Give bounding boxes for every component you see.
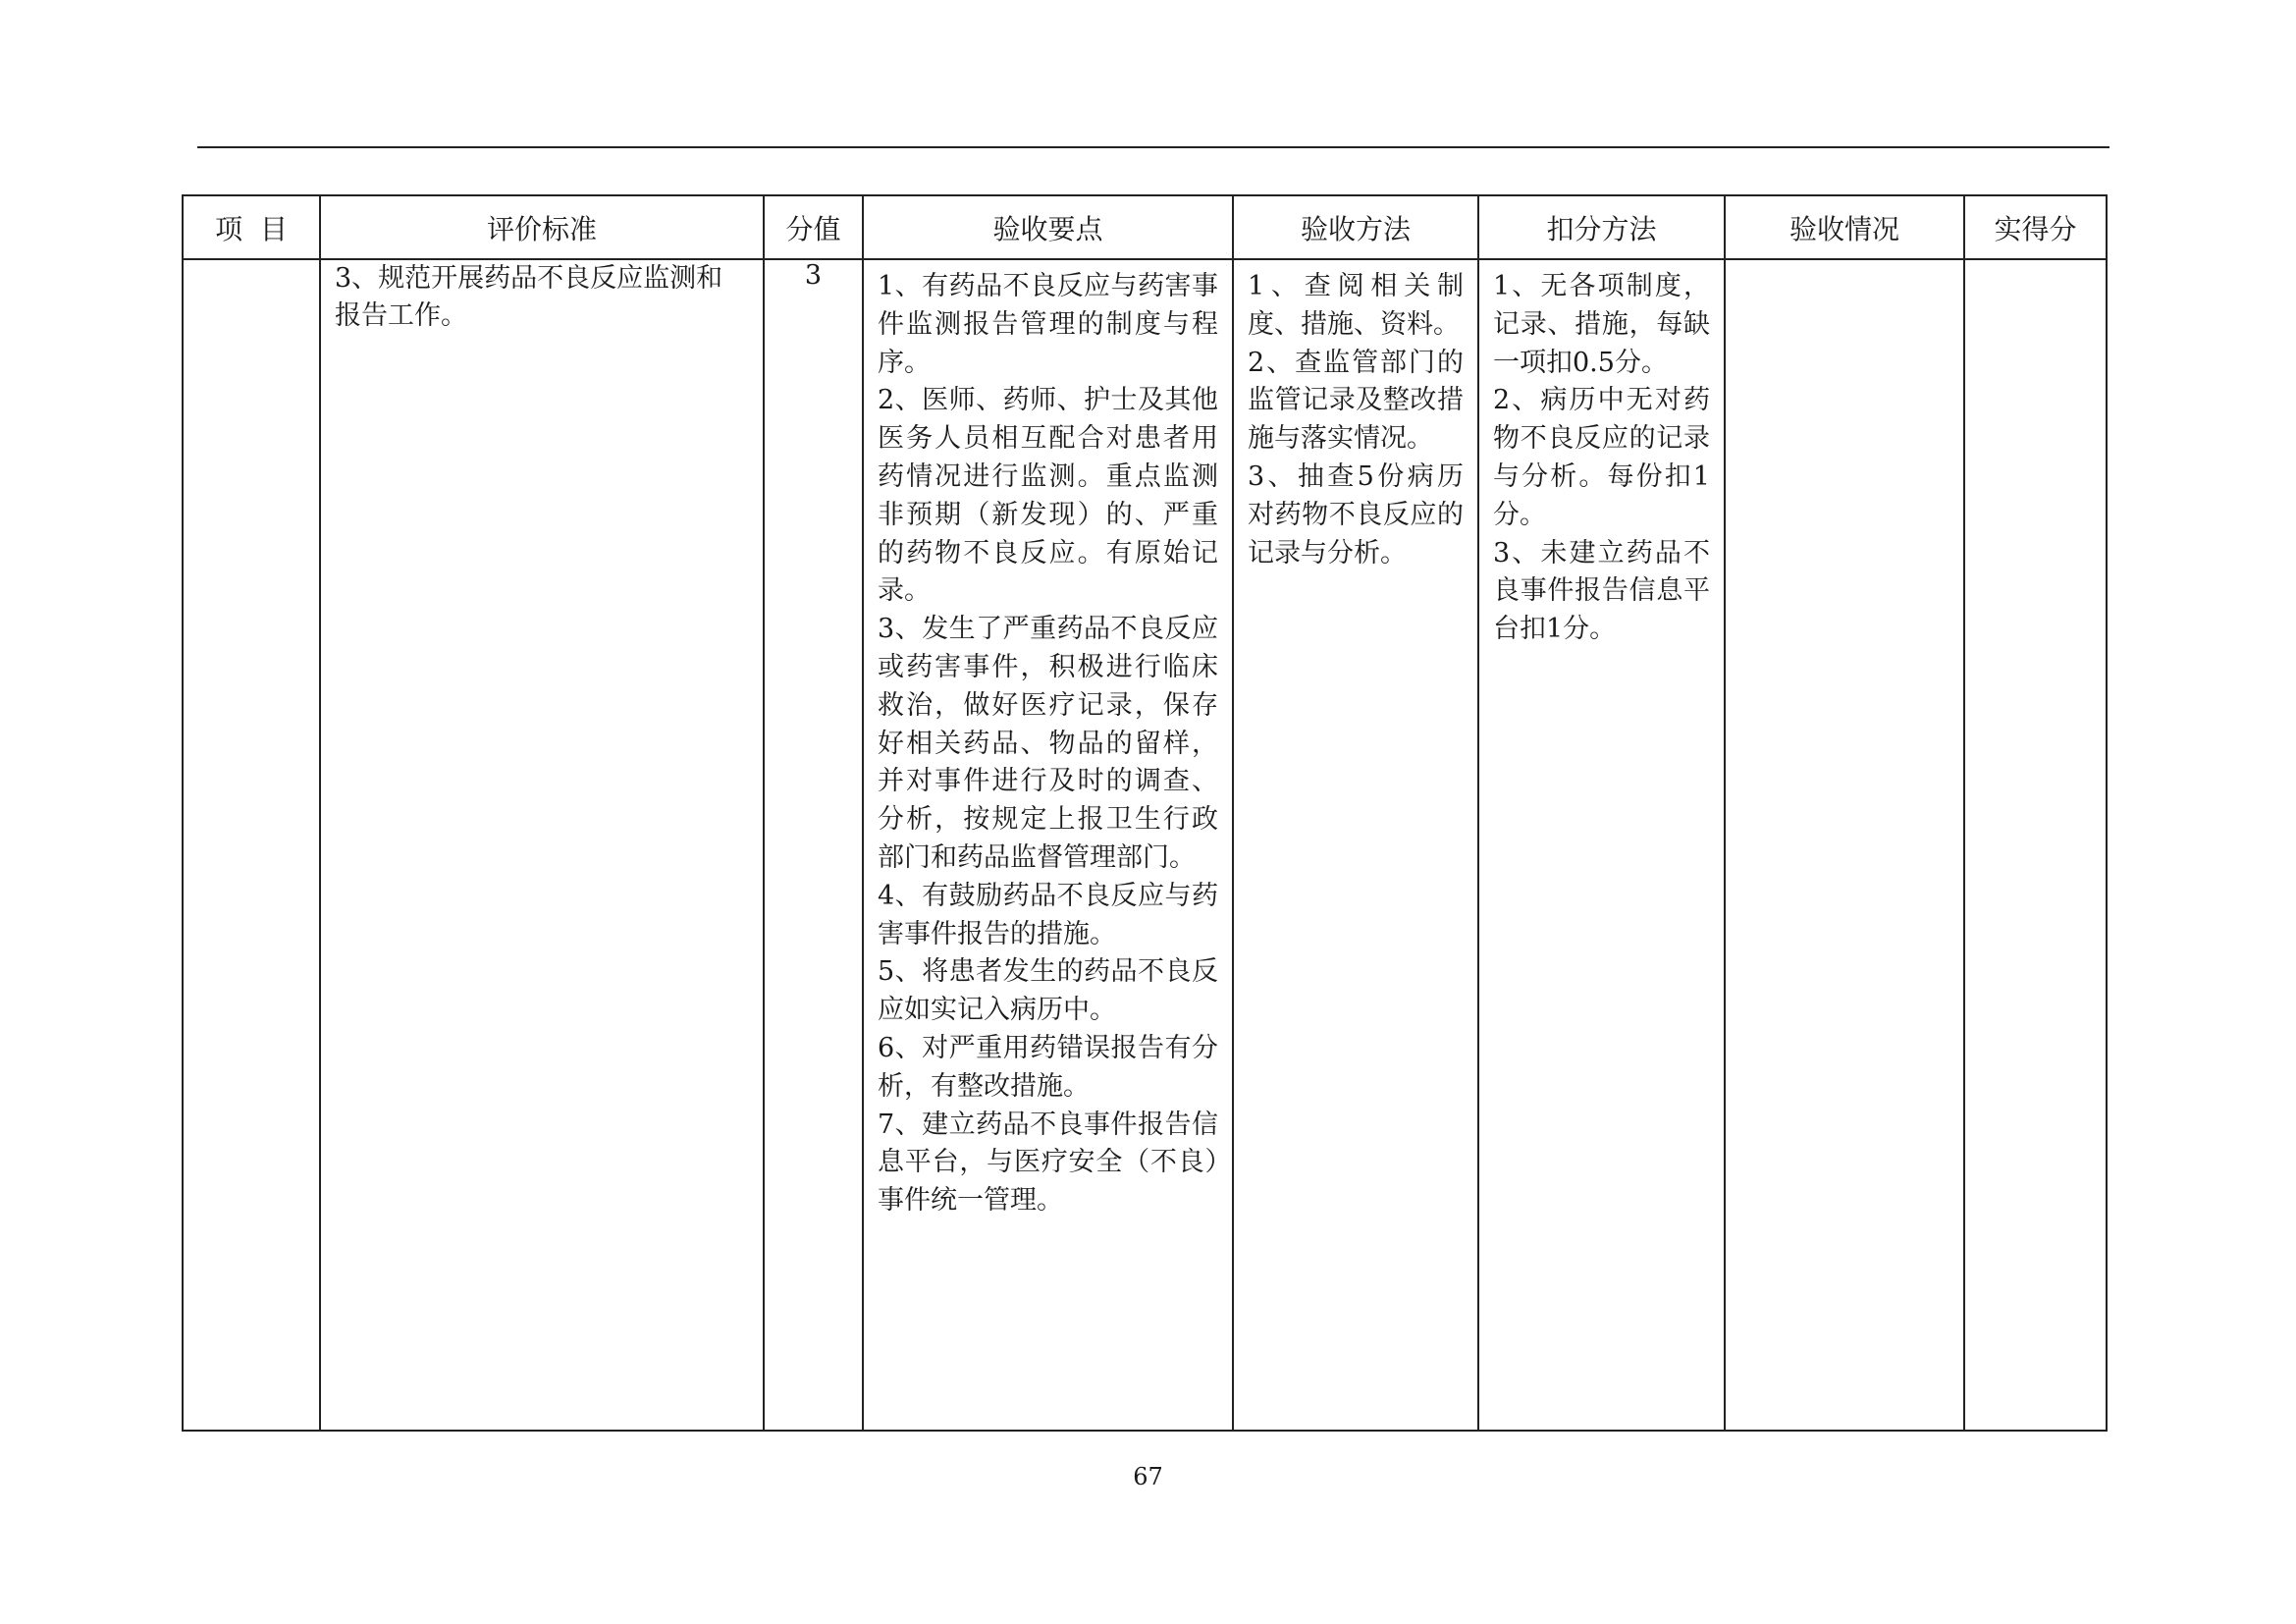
header-item: 项 目 <box>183 195 320 259</box>
header-deduction: 扣分方法 <box>1478 195 1725 259</box>
key-points-text: 1、有药品不良反应与药害事件监测报告管理的制度与程序。 2、医师、药师、护士及其他医务人员相互配合对患者用药情况进行监测。重点监测非预期（新发现）的、严重的药物不良反应。有原始记录。 3、发生了严重药品不良反应或药害事件，积极进行临床救治，做好医疗记录，保存好相关药品、物品的留样，并对事件进行及时的调查、分析，按规定上报卫生行政部门和药品监督管理部门。 4、有鼓励药品不良反应与药害事件报告的措施。 5、将患者发生的药品不良反应如实记入病历中。 6、对严重用药错误报告有分析，有整改措施。 7、建立药品不良事件报告信息平台，与医疗安全（不良）事件统一管理。 <box>878 271 1218 1217</box>
cell-status <box>1725 259 1964 1431</box>
cell-key-points <box>863 259 1233 1431</box>
table-header-row <box>183 195 2107 259</box>
cell-deduction <box>1478 259 1725 1431</box>
deduction-text: 1、无各项制度，记录、措施，每缺一项扣0.5分。 2、病历中无对药物不良反应的记录与分析。每份扣1分。 3、未建立药品不良事件报告信息平台扣1分。 <box>1493 271 1710 645</box>
header-key-points: 验收要点 <box>863 195 1233 259</box>
header-criteria: 评价标准 <box>320 195 764 259</box>
header-rule <box>197 146 2109 148</box>
table-row <box>183 259 2107 1431</box>
header-method: 验收方法 <box>1233 195 1478 259</box>
cell-actual-score <box>1964 259 2107 1431</box>
cell-item <box>183 259 320 1431</box>
evaluation-table <box>182 194 2108 1432</box>
header-status: 验收情况 <box>1725 195 1964 259</box>
criteria-text: 3、规范开展药品不良反应监测和报告工作。 <box>335 263 723 331</box>
page-number: 67 <box>1133 1463 1163 1490</box>
header-score: 分值 <box>764 195 863 259</box>
header-actual-score: 实得分 <box>1964 195 2107 259</box>
cell-method <box>1233 259 1478 1431</box>
method-text: 1、查阅相关制度、措施、资料。 2、查监管部门的监管记录及整改措施与落实情况。 3、抽查5份病历对药物不良反应的记录与分析。 <box>1248 271 1464 568</box>
cell-score: 3 <box>764 259 863 1431</box>
cell-criteria <box>320 259 764 1431</box>
